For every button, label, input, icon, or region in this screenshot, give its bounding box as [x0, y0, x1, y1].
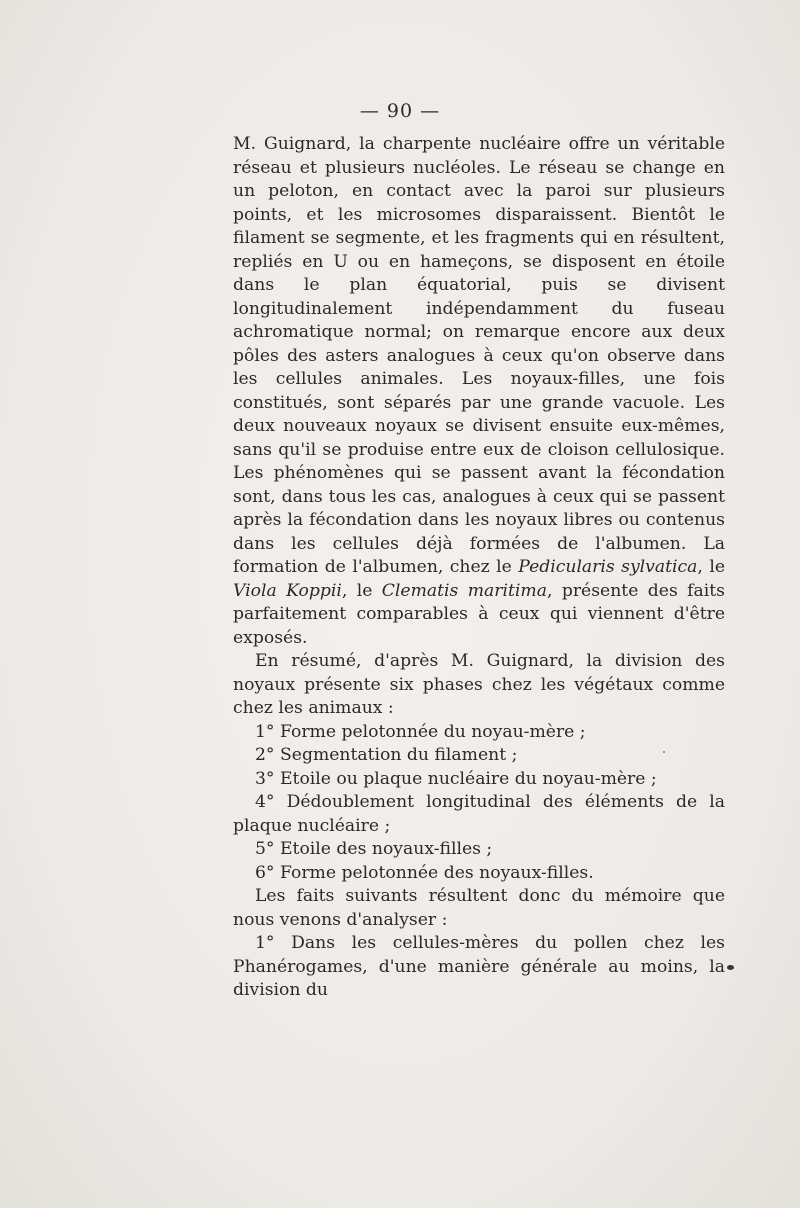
paragraph-summary: En résumé, d'après M. Guignard, la division des noyaux présente six phases chez les végétaux comme chez les animaux :: [233, 651, 725, 718]
phase-item: 6° Forme pelotonnée des noyaux-filles.: [255, 862, 594, 883]
species-name: Clematis maritima: [381, 580, 547, 601]
text-run: , le: [341, 580, 382, 601]
species-name: Viola Koppii: [233, 580, 342, 601]
species-name: Pedicularis sylvatica: [518, 557, 698, 577]
ink-speck: [727, 965, 734, 970]
text-run: , le: [697, 557, 725, 577]
text-run: M. Guignard, la charpente nucléaire offre un véritable réseau et plusieurs nucléoles. Le réseau se change en un peloton, en contact avec la paroi sur plusieurs points, et les microsomes disparaissent. Bientôt le filament se segmente, et les fragments qui en résultent, repliés en U ou en hameçons, se disposent en étoile dans le plan équatorial, puis se divisent longitudinalement indépendamment du fuseau achromatique normal; on remarque encore aux deux pôles des asters analogues à ceux qu'on observe dans les cellules animales. Les noyaux-filles, une fois constitués, sont séparés par une grande vacuole. Les deux nouveaux noyaux se divisent ensuite eux-mêmes, sans qu'il se produise entre eux de cloison cellulosique. Les phénomènes qui se passent avant la fécondation sont, dans tous les cas, analogues à ceux qui se passent après la fécondation dans les noyaux libres ou contenus dans les cellules déjà formées de l'albumen. La formation de l'albumen, chez le: [233, 134, 725, 577]
text-run: , présente des faits parfaitement comparables à ceux qui viennent d'être exposés.: [233, 580, 725, 648]
paragraph-conclusion-1: 1° Dans les cellules-mères du pollen chez les Phanérogames, d'une manière générale au moins, la division du: [233, 933, 725, 1000]
phase-item: 2° Segmentation du filament ;: [255, 745, 518, 765]
phase-item: 5° Etoile des noyaux-filles ;: [255, 839, 493, 859]
body-text: [233, 133, 725, 1003]
paragraph-conclusions-intro: Les faits suivants résultent donc du mémoire que nous venons d'analyser :: [233, 886, 725, 930]
page-number: — 90 —: [359, 100, 441, 122]
paragraph-guignard-description: [233, 133, 725, 650]
phase-item: 3° Etoile ou plaque nucléaire du noyau-mère ;: [255, 768, 657, 789]
ink-speck: [663, 751, 665, 753]
phase-item: 4° Dédoublement longitudinal des éléments de la plaque nucléaire ;: [233, 792, 725, 836]
phase-item: 1° Forme pelotonnée du noyau-mère ;: [255, 721, 586, 742]
